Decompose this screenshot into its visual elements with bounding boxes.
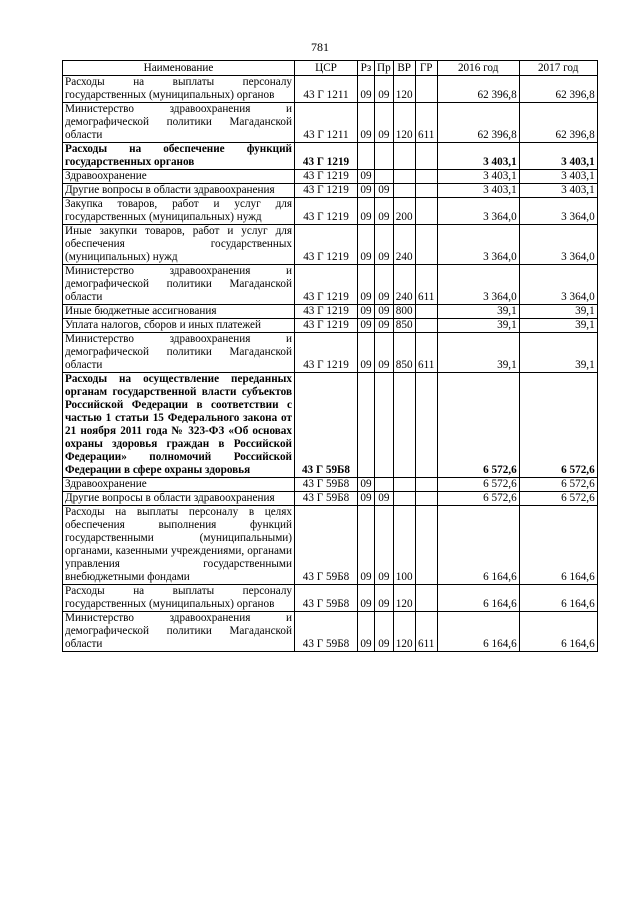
row-gr: 611 [415, 103, 437, 143]
row-csr: 43 Г 1211 [295, 103, 358, 143]
row-pr: 09 [375, 225, 394, 265]
row-pr: 09 [375, 305, 394, 319]
row-csr: 43 Г 59Б8 [295, 506, 358, 585]
row-gr [415, 76, 437, 103]
row-gr: 611 [415, 612, 437, 652]
row-csr: 43 Г 1219 [295, 333, 358, 373]
row-amount-2017: 6 572,6 [519, 373, 597, 478]
row-amount-2016: 6 572,6 [437, 492, 519, 506]
row-gr [415, 143, 437, 170]
row-csr: 43 Г 1219 [295, 319, 358, 333]
row-vr [393, 478, 415, 492]
row-name: Министерство здравоохранения и демографической политики Магаданской области [63, 265, 295, 305]
row-rz: 09 [358, 305, 375, 319]
row-amount-2016: 62 396,8 [437, 76, 519, 103]
row-pr: 09 [375, 198, 394, 225]
row-amount-2016: 3 364,0 [437, 225, 519, 265]
row-rz: 09 [358, 612, 375, 652]
table-row [63, 198, 598, 225]
table-body [63, 76, 598, 652]
row-csr: 43 Г 1219 [295, 198, 358, 225]
row-rz: 09 [358, 585, 375, 612]
row-rz: 09 [358, 265, 375, 305]
row-gr: 611 [415, 265, 437, 305]
row-amount-2017: 3 364,0 [519, 225, 597, 265]
row-amount-2016: 3 364,0 [437, 265, 519, 305]
row-csr: 43 Г 59Б8 [295, 612, 358, 652]
row-csr: 43 Г 1211 [295, 76, 358, 103]
row-amount-2017: 6 164,6 [519, 585, 597, 612]
row-csr: 43 Г 1219 [295, 305, 358, 319]
row-csr: 43 Г 1219 [295, 143, 358, 170]
table-row [63, 506, 598, 585]
row-amount-2016: 39,1 [437, 319, 519, 333]
budget-table [62, 60, 598, 652]
row-name: Министерство здравоохранения и демографической политики Магаданской области [63, 333, 295, 373]
row-gr [415, 225, 437, 265]
row-pr: 09 [375, 585, 394, 612]
row-gr [415, 198, 437, 225]
row-amount-2017: 6 572,6 [519, 478, 597, 492]
row-pr: 09 [375, 492, 394, 506]
row-pr: 09 [375, 319, 394, 333]
row-pr: 09 [375, 76, 394, 103]
row-vr [393, 373, 415, 478]
row-pr: 09 [375, 103, 394, 143]
row-name: Расходы на осуществление переданных органам государственной власти субъектов Российской Федерации в соответствии с частью 1 статьи 15 Федерального закона от 21 ноября 2011 года № 323-ФЗ «Об основах охраны здоровья граждан в Российской Федерации» полномочий Российской Федерации в сфере охраны здоровья [63, 373, 295, 478]
row-vr: 120 [393, 76, 415, 103]
row-name: Министерство здравоохранения и демографической политики Магаданской области [63, 612, 295, 652]
row-pr [375, 478, 394, 492]
row-amount-2016: 62 396,8 [437, 103, 519, 143]
row-vr: 850 [393, 333, 415, 373]
row-vr: 200 [393, 198, 415, 225]
row-amount-2016: 3 403,1 [437, 184, 519, 198]
column-header-name: Наименование [63, 61, 295, 76]
column-header-pr: Пр [375, 61, 394, 76]
row-name: Расходы на выплаты персоналу в целях обеспечения выполнения функций государственными (муниципальными) органами, казенными учреждениями, органами управления государственными внебюджетными фондами [63, 506, 295, 585]
row-gr [415, 184, 437, 198]
row-amount-2017: 6 164,6 [519, 506, 597, 585]
column-header-gr: ГР [415, 61, 437, 76]
row-pr [375, 373, 394, 478]
row-rz: 09 [358, 478, 375, 492]
table-row [63, 585, 598, 612]
row-amount-2017: 3 403,1 [519, 184, 597, 198]
row-pr: 09 [375, 184, 394, 198]
row-amount-2016: 3 364,0 [437, 198, 519, 225]
row-vr: 240 [393, 265, 415, 305]
table-row [63, 184, 598, 198]
row-rz: 09 [358, 170, 375, 184]
page-number: 781 [311, 40, 329, 54]
row-rz: 09 [358, 225, 375, 265]
row-csr: 43 Г 1219 [295, 170, 358, 184]
row-amount-2017: 39,1 [519, 319, 597, 333]
row-vr: 120 [393, 612, 415, 652]
column-header-csr: ЦСР [295, 61, 358, 76]
row-vr: 100 [393, 506, 415, 585]
row-amount-2016: 6 164,6 [437, 506, 519, 585]
row-amount-2016: 6 572,6 [437, 478, 519, 492]
row-name: Расходы на обеспечение функций государственных органов [63, 143, 295, 170]
table-row [63, 143, 598, 170]
row-name: Здравоохранение [63, 170, 295, 184]
row-name: Иные бюджетные ассигнования [63, 305, 295, 319]
row-gr: 611 [415, 333, 437, 373]
column-header-2017: 2017 год [519, 61, 597, 76]
row-rz: 09 [358, 506, 375, 585]
column-header-vr: ВР [393, 61, 415, 76]
row-gr [415, 170, 437, 184]
row-amount-2017: 3 364,0 [519, 265, 597, 305]
row-name: Другие вопросы в области здравоохранения [63, 492, 295, 506]
row-amount-2017: 39,1 [519, 305, 597, 319]
row-amount-2017: 6 572,6 [519, 492, 597, 506]
row-vr: 120 [393, 585, 415, 612]
row-csr: 43 Г 59Б8 [295, 478, 358, 492]
table-row [63, 103, 598, 143]
row-name: Расходы на выплаты персоналу государственных (муниципальных) органов [63, 585, 295, 612]
row-pr: 09 [375, 506, 394, 585]
row-rz: 09 [358, 76, 375, 103]
table-row [63, 305, 598, 319]
row-amount-2016: 39,1 [437, 305, 519, 319]
row-name: Уплата налогов, сборов и иных платежей [63, 319, 295, 333]
table-row [63, 225, 598, 265]
row-pr: 09 [375, 265, 394, 305]
row-amount-2017: 3 403,1 [519, 170, 597, 184]
row-csr: 43 Г 1219 [295, 184, 358, 198]
row-pr: 09 [375, 333, 394, 373]
row-vr [393, 143, 415, 170]
row-amount-2017: 3 364,0 [519, 198, 597, 225]
row-vr [393, 492, 415, 506]
row-name: Здравоохранение [63, 478, 295, 492]
row-name: Расходы на выплаты персоналу государственных (муниципальных) органов [63, 76, 295, 103]
row-amount-2017: 6 164,6 [519, 612, 597, 652]
row-rz: 09 [358, 319, 375, 333]
table-row [63, 478, 598, 492]
row-pr: 09 [375, 612, 394, 652]
table-row [63, 170, 598, 184]
row-rz: 09 [358, 184, 375, 198]
row-gr [415, 585, 437, 612]
row-rz [358, 143, 375, 170]
row-pr [375, 170, 394, 184]
table-row [63, 333, 598, 373]
table-row [63, 373, 598, 478]
row-amount-2016: 6 164,6 [437, 612, 519, 652]
column-header-rz: Рз [358, 61, 375, 76]
row-amount-2016: 39,1 [437, 333, 519, 373]
row-amount-2016: 3 403,1 [437, 170, 519, 184]
column-header-2016: 2016 год [437, 61, 519, 76]
row-pr [375, 143, 394, 170]
row-rz: 09 [358, 103, 375, 143]
row-vr: 240 [393, 225, 415, 265]
row-amount-2017: 3 403,1 [519, 143, 597, 170]
row-gr [415, 319, 437, 333]
row-name: Закупка товаров, работ и услуг для государственных (муниципальных) нужд [63, 198, 295, 225]
row-gr [415, 305, 437, 319]
row-rz: 09 [358, 333, 375, 373]
table-row [63, 612, 598, 652]
row-gr [415, 373, 437, 478]
table-row [63, 319, 598, 333]
row-gr [415, 506, 437, 585]
table-row [63, 76, 598, 103]
row-amount-2016: 3 403,1 [437, 143, 519, 170]
row-amount-2017: 62 396,8 [519, 103, 597, 143]
row-amount-2016: 6 572,6 [437, 373, 519, 478]
row-gr [415, 478, 437, 492]
row-rz: 09 [358, 198, 375, 225]
row-csr: 43 Г 59Б8 [295, 373, 358, 478]
row-amount-2017: 39,1 [519, 333, 597, 373]
row-csr: 43 Г 1219 [295, 225, 358, 265]
row-vr [393, 184, 415, 198]
row-name: Иные закупки товаров, работ и услуг для обеспечения государственных (муниципальных) нужд [63, 225, 295, 265]
row-csr: 43 Г 59Б8 [295, 492, 358, 506]
row-vr: 120 [393, 103, 415, 143]
row-vr [393, 170, 415, 184]
row-amount-2016: 6 164,6 [437, 585, 519, 612]
row-amount-2017: 62 396,8 [519, 76, 597, 103]
row-csr: 43 Г 59Б8 [295, 585, 358, 612]
row-name: Министерство здравоохранения и демографической политики Магаданской области [63, 103, 295, 143]
row-rz: 09 [358, 492, 375, 506]
row-vr: 800 [393, 305, 415, 319]
table-row [63, 492, 598, 506]
row-vr: 850 [393, 319, 415, 333]
row-rz [358, 373, 375, 478]
row-csr: 43 Г 1219 [295, 265, 358, 305]
row-gr [415, 492, 437, 506]
table-header-row [63, 61, 598, 76]
table-row [63, 265, 598, 305]
row-name: Другие вопросы в области здравоохранения [63, 184, 295, 198]
